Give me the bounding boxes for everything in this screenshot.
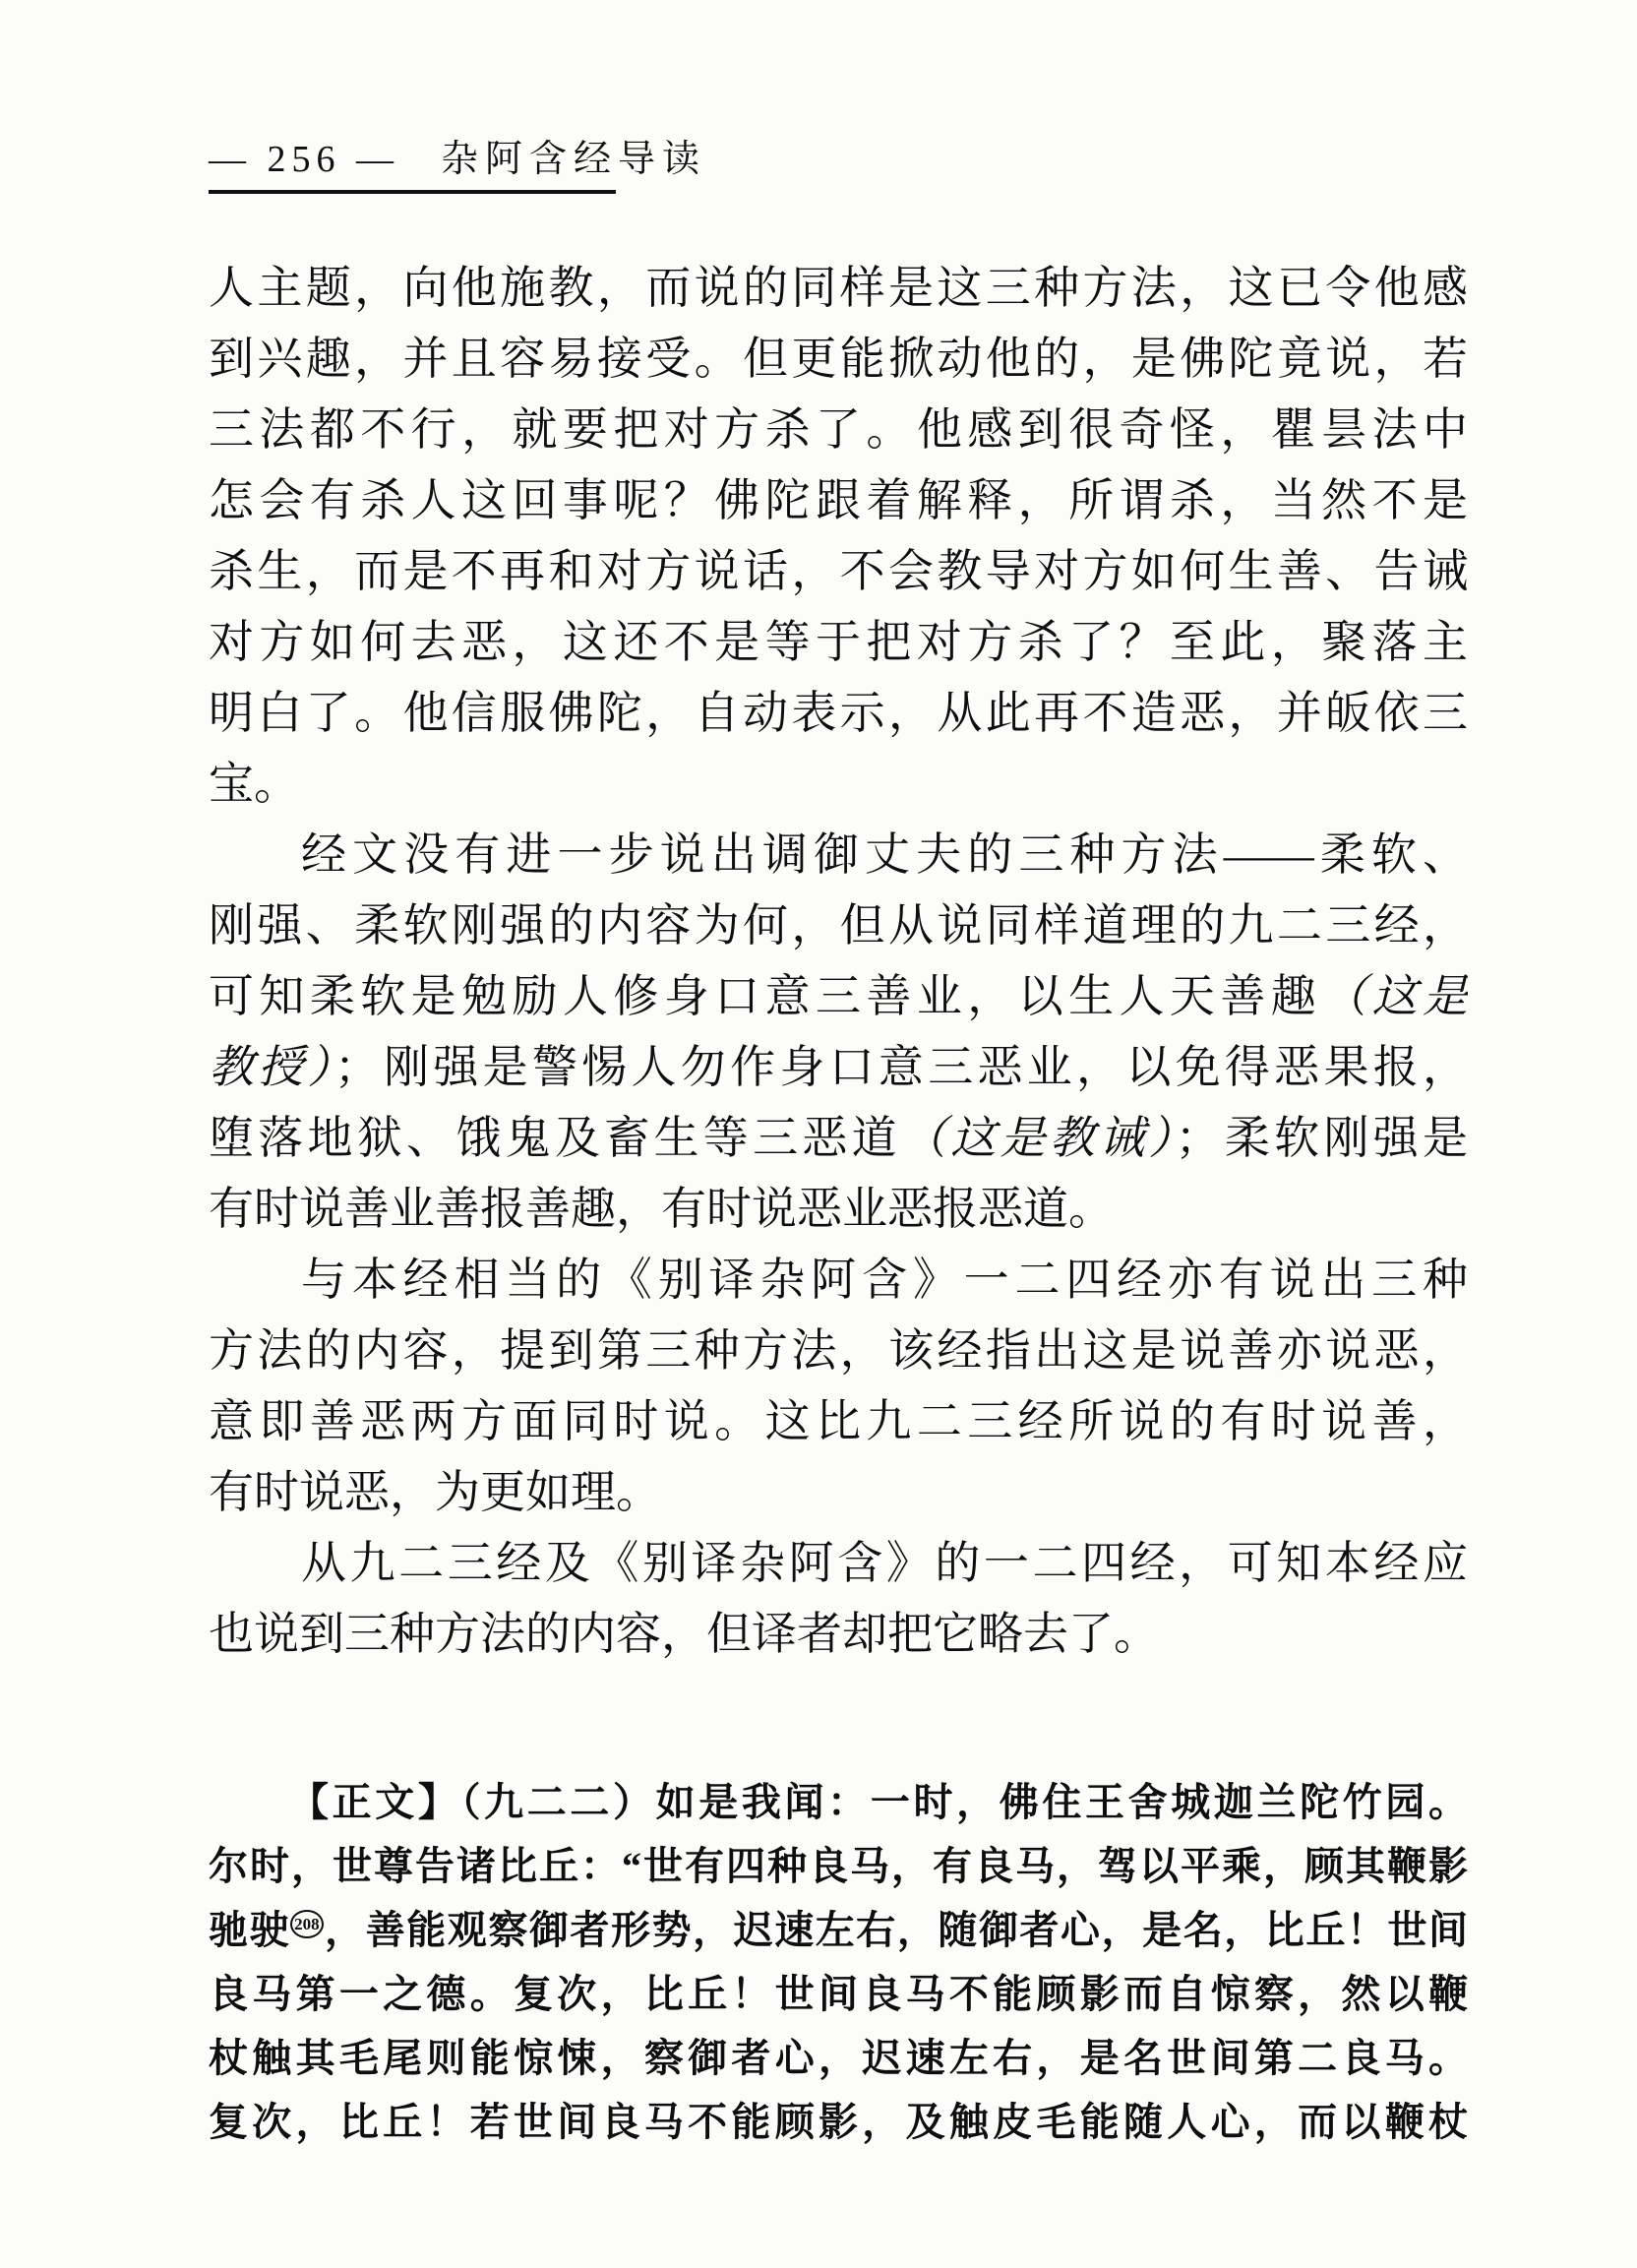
text-line: 意即善恶两方面同时说。这比九二三经所说的有时说善， [209, 1396, 1468, 1446]
header-rule [209, 190, 616, 194]
text-line [209, 1898, 1468, 1962]
text-line: 三法都不行，就要把对方杀了。他感到很奇怪，瞿昙法中 [209, 404, 1468, 455]
text-line: 有时说善业善报善趣，有时说恶业恶报恶道。 [209, 1184, 1114, 1234]
text-segment: ，善能观察御者形势，迟速左右，随御者心，是名，比丘！世间 [323, 1908, 1468, 1952]
text-line: 经文没有进一步说出调御丈夫的三种方法——柔软、 [301, 829, 1468, 880]
text-line: 杖触其毛尾则能惊悚，察御者心，迟速左右，是名世间第二良马。 [209, 2036, 1468, 2080]
paragraph-1 [209, 253, 1468, 820]
kai-emphasis: 教授） [209, 1042, 334, 1092]
text-line: 宝。 [209, 759, 299, 809]
text-line: 明白了。他信服佛陀，自动表示，从此再不造恶，并皈依三 [209, 688, 1468, 738]
text-line: 尔时，世尊告诸比丘：“世有四种良马，有良马，驾以平乘，顾其鞭影 [209, 1844, 1468, 1888]
text-segment: 驰驶 [209, 1908, 291, 1952]
scripture-section [209, 1770, 1468, 2154]
kai-emphasis: （这是 [1321, 971, 1468, 1021]
text-line: 良马第一之德。复次，比丘！世间良马不能顾影而自惊察，然以鞭 [209, 1972, 1468, 2016]
footnote-marker-icon: 208 [290, 1910, 324, 1938]
paragraph-2 [209, 820, 1468, 1245]
kai-emphasis: （这是教诫） [900, 1113, 1176, 1163]
text-line: 到兴趣，并且容易接受。但更能掀动他的，是佛陀竟说，若 [209, 334, 1468, 384]
text-line: 与本经相当的《别译杂阿含》一二四经亦有说出三种 [301, 1255, 1468, 1305]
text-line: 怎会有杀人这回事呢？佛陀跟着解释，所谓杀，当然不是 [209, 475, 1468, 525]
text-line: 从九二三经及《别译杂阿含》的一二四经，可知本经应 [301, 1538, 1468, 1588]
text-line: 【正文】（九二二）如是我闻：一时，佛住王舍城迦兰陀竹园。 [289, 1780, 1468, 1824]
text-line: 杀生，而是不再和对方说话，不会教导对方如何生善、告诫 [209, 546, 1468, 596]
paragraph-3 [209, 1245, 1468, 1528]
paragraph-4 [209, 1528, 1468, 1670]
running-header [209, 128, 1468, 194]
text-line: 有时说恶，为更如理。 [209, 1467, 661, 1517]
text-line [209, 1032, 1468, 1103]
book-title: 杂阿含经导读 [441, 139, 707, 180]
text-segment: ；刚强是警惕人勿作身口意三恶业，以免得恶果报， [333, 1042, 1468, 1092]
text-line: 刚强、柔软刚强的内容为何，但从说同样道理的九二三经， [209, 900, 1468, 950]
text-line [209, 961, 1468, 1032]
page-content [209, 128, 1468, 2154]
text-segment: 堕落地狱、饿鬼及畜生等三恶道 [209, 1113, 901, 1163]
text-line [209, 1103, 1468, 1174]
text-line: 对方如何去恶，这还不是等于把对方杀了？至此，聚落主 [209, 617, 1468, 667]
commentary-section [209, 253, 1468, 1670]
text-line: 方法的内容，提到第三种方法，该经指出这是说善亦说恶， [209, 1325, 1468, 1376]
text-line: 复次，比丘！若世间良马不能顾影，及触皮毛能随人心，而以鞭杖 [209, 2100, 1468, 2144]
page-number: — 256 — [209, 139, 399, 180]
text-segment: 可知柔软是勉励人修身口意三善业，以生人天善趣 [209, 971, 1322, 1021]
text-segment: ；柔软刚强是 [1175, 1113, 1468, 1163]
text-line: 也说到三种方法的内容，但译者却把它略去了。 [209, 1609, 1159, 1659]
text-line: 人主题，向他施教，而说的同样是这三种方法，这已令他感 [209, 263, 1468, 313]
